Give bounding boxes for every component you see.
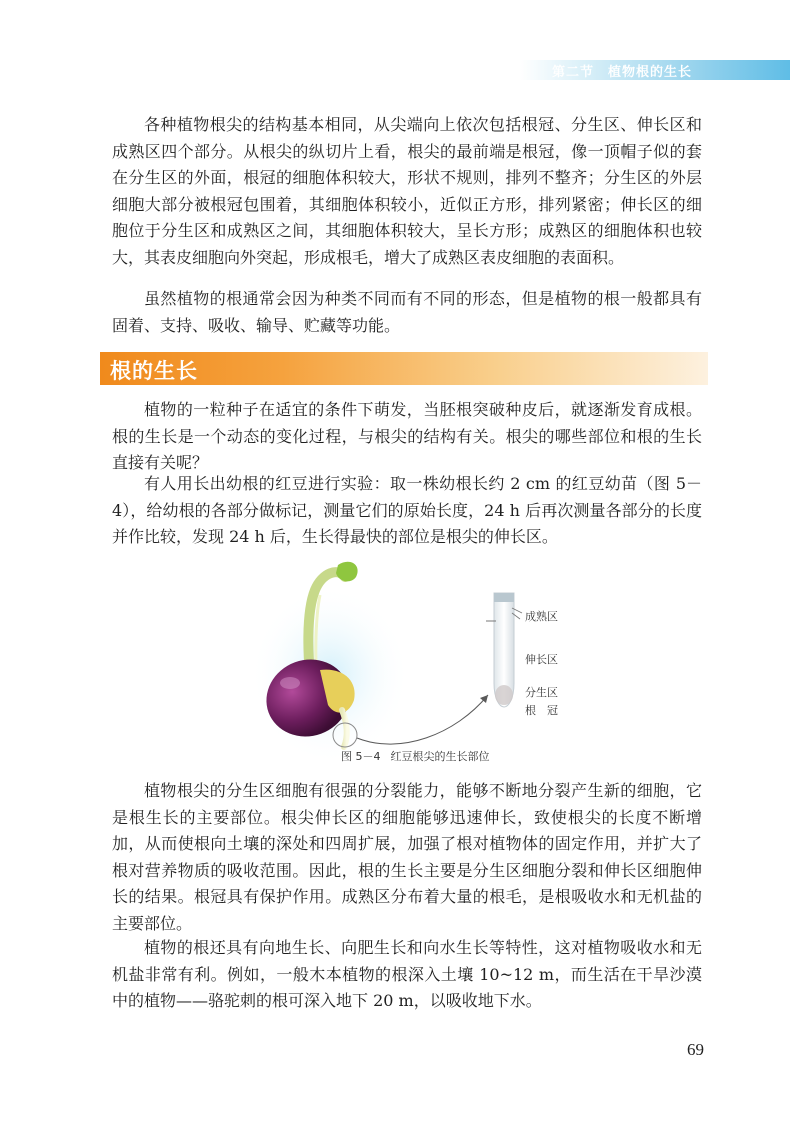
figure-caption (341, 748, 490, 764)
intro-paragraph-2: 虽然植物的根通常会因为种类不同而有不同的形态，但是植物的根一般都具有固着、支持、吸收、输导、贮藏等功能。 (112, 289, 702, 335)
root-cap-shape (495, 685, 513, 705)
figure-5-4 (250, 555, 590, 770)
body-paragraph-1: 植物根尖的分生区细胞有很强的分裂能力，能够不断地分裂产生新的细胞，它是根生长的主要部位。根尖伸长区的细胞能够迅速伸长，致使根尖的长度不断增加，从而使根向土壤的深处和四周扩展，加强了根对植物体的固定作用，并扩大了根对营养物质的吸收范围。因此，根的生长主要是分生区细胞分裂和伸长区细胞伸长的结果。根冠具有保护作用。成熟区分布着大量的根毛，是根吸收水和无机盐的主要部位。 (112, 781, 702, 933)
section-paragraph-2: 有人用长出幼根的红豆进行实验：取一株幼根长约 2 cm 的红豆幼苗（图 5－4），给幼根的各部分做标记，测量它们的原始长度，24 h 后再次测量各部分的长度并作比较，发现 24 h 后，生长得最快的部位是根尖的伸长区。 (112, 474, 702, 546)
header-section-title: 植物根的生长 (608, 65, 693, 80)
arrowhead (480, 695, 488, 703)
header-section-number: 第二节 (552, 65, 595, 80)
label-mature-zone: 成熟区 (525, 610, 558, 623)
section-paragraph-1: 植物的一粒种子在适宜的条件下萌发，当胚根突破种皮后，就逐渐发育成根。根的生长是一个动态的变化过程，与根尖的结构有关。根尖的哪些部位和根的生长直接有关呢？ (112, 400, 702, 472)
label-root-cap: 根 冠 (525, 704, 558, 717)
root-top-band (494, 593, 514, 602)
label-elongation-zone: 伸长区 (525, 653, 558, 666)
section-heading: 根的生长 (110, 359, 198, 383)
figure-caption-number: 图 5－4 (341, 750, 381, 763)
seedling-leaf (336, 562, 358, 582)
body-paragraph-2: 植物的根还具有向地生长、向肥生长和向水生长等特性，这对植物吸收水和无机盐非常有利。例如，一般木本植物的根深入土壤 10~12 m，而生活在干旱沙漠中的植物——骆驼刺的根可深入地下 20 m，以吸收地下水。 (112, 938, 702, 1010)
figure-caption-text: 红豆根尖的生长部位 (390, 750, 490, 763)
label-meristem-zone: 分生区 (525, 686, 558, 699)
page-number: 69 (687, 1040, 704, 1059)
seed-highlight (280, 677, 300, 689)
intro-paragraph-1: 各种植物根尖的结构基本相同，从尖端向上依次包括根冠、分生区、伸长区和成熟区四个部分。从根尖的纵切片上看，根尖的最前端是根冠，像一顶帽子似的套在分生区的外面，根冠的细胞体积较大，形状不规则，排列不整齐；分生区的外层细胞大部分被根冠包围着，其细胞体积较小，近似正方形，排列紧密；伸长区的细胞位于分生区和成熟区之间，其细胞体积较大，呈长方形；成熟区的细胞体积也较大，其表皮细胞向外突起，形成根毛，增大了成熟区表皮细胞的表面积。 (112, 115, 702, 267)
running-header (552, 61, 692, 80)
